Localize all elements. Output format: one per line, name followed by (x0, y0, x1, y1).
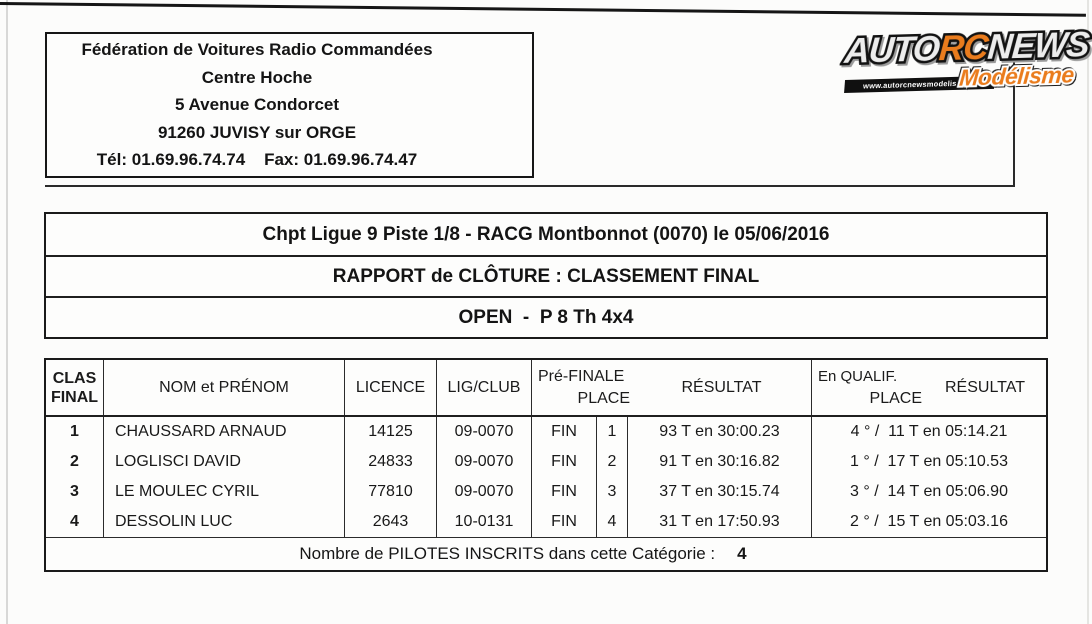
cell-name: CHAUSSARD ARNAUD (104, 417, 345, 447)
cell-qualif: 2 ° / 15 T en 05:03.16 (850, 513, 1008, 530)
org-name: Fédération de Voitures Radio Commandées (81, 40, 433, 60)
cell-place: 2 (597, 447, 628, 477)
org-phone-fax: Tél: 01.69.96.74.74 Fax: 01.69.96.74.47 (96, 150, 418, 170)
cell-licence: 2643 (345, 507, 437, 537)
header-qualif-place-label: PLACE (869, 390, 922, 407)
header-prefinal-group (532, 360, 812, 415)
cell-place: 1 (597, 417, 628, 447)
category-title: OPEN - P 8 Th 4x4 (46, 296, 1046, 337)
cell-licence: 24833 (345, 447, 437, 477)
cell-lig-club: 09-0070 (437, 447, 532, 477)
cell-clas: 1 (46, 417, 104, 447)
cell-clas: 2 (46, 447, 104, 477)
header-prefinal-result: RÉSULTAT (681, 378, 762, 396)
org-city: 91260 JUVISY sur ORGE (157, 122, 357, 142)
cell-stage: FIN (532, 417, 597, 447)
header-qualif-place (812, 360, 924, 415)
header-frame-bottom-line (45, 185, 1015, 187)
cell-place: 3 (597, 477, 628, 507)
cell-result: 37 T en 30:15.74 (628, 477, 812, 507)
logo-word-news: NEWS (986, 25, 1091, 68)
results-table-header (46, 360, 1046, 417)
letterhead-box (45, 32, 534, 178)
cell-clas: 4 (46, 507, 104, 537)
pilots-count-value: 4 (737, 544, 747, 563)
report-title-box (44, 212, 1048, 339)
org-building: Centre Hoche (201, 67, 313, 87)
header-frame-top-line (0, 2, 1086, 17)
report-title: RAPPORT de CLÔTURE : CLASSEMENT FINAL (46, 255, 1046, 296)
cell-result: 91 T en 30:16.82 (628, 447, 812, 477)
table-row (46, 417, 1046, 447)
header-prefinal-label: Pré-FINALE (538, 368, 625, 385)
header-prefinal-place-label: PLACE (577, 390, 630, 407)
cell-name: LE MOULEC CYRIL (104, 477, 345, 507)
table-row (46, 447, 1046, 477)
cell-place: 4 (597, 507, 628, 537)
event-title: Chpt Ligue 9 Piste 1/8 - RACG Montbonnot (0070) le 05/06/2016 (262, 223, 830, 245)
org-street: 5 Avenue Condorcet (174, 95, 340, 115)
header-qualif-result: RÉSULTAT (944, 378, 1025, 396)
page-scan-edge-right (1087, 0, 1089, 624)
cell-result: 31 T en 17:50.93 (628, 507, 812, 537)
logo-word-auto: AUTO (843, 29, 941, 72)
cell-licence: 14125 (345, 417, 437, 447)
cell-name: DESSOLIN LUC (104, 507, 345, 537)
cell-lig-club: 10-0131 (437, 507, 532, 537)
logo-website-url: www.autorcnewsmodelisme.fr (844, 76, 995, 93)
header-licence: LICENCE (345, 360, 437, 415)
cell-lig-club: 09-0070 (437, 417, 532, 447)
logo-word-rc: RC (937, 27, 990, 69)
table-footer (46, 537, 1046, 570)
header-lig-club: LIG/CLUB (437, 360, 532, 415)
cell-stage: FIN (532, 447, 597, 477)
cell-licence: 77810 (345, 477, 437, 507)
header-qualif-group (812, 360, 1046, 415)
cell-stage: FIN (532, 507, 597, 537)
header-prefinal-place (532, 360, 632, 415)
header-clas-final (46, 360, 104, 415)
table-row (46, 477, 1046, 507)
pilots-count-label: Nombre de PILOTES INSCRITS dans cette Catégorie : (299, 544, 716, 563)
table-row (46, 507, 1046, 537)
cell-qualif: 1 ° / 17 T en 05:10.53 (850, 453, 1008, 470)
auto-rc-news-logo (842, 25, 1091, 100)
cell-stage: FIN (532, 477, 597, 507)
page-scan-edge-left (6, 0, 8, 624)
header-qualif-label: En QUALIF. (818, 368, 898, 385)
header-clas-line2: FINAL (50, 388, 99, 406)
cell-qualif: 4 ° / 11 T en 05:14.21 (850, 423, 1008, 440)
header-clas-line1: CLAS (52, 369, 97, 387)
cell-name: LOGLISCI DAVID (104, 447, 345, 477)
cell-lig-club: 09-0070 (437, 477, 532, 507)
header-name: NOM et PRÉNOM (104, 360, 345, 415)
cell-qualif: 3 ° / 14 T en 05:06.90 (850, 483, 1008, 500)
logo-subtitle: Modélisme (958, 61, 1075, 91)
cell-result: 93 T en 30:00.23 (628, 417, 812, 447)
cell-clas: 3 (46, 477, 104, 507)
results-table (44, 358, 1048, 572)
